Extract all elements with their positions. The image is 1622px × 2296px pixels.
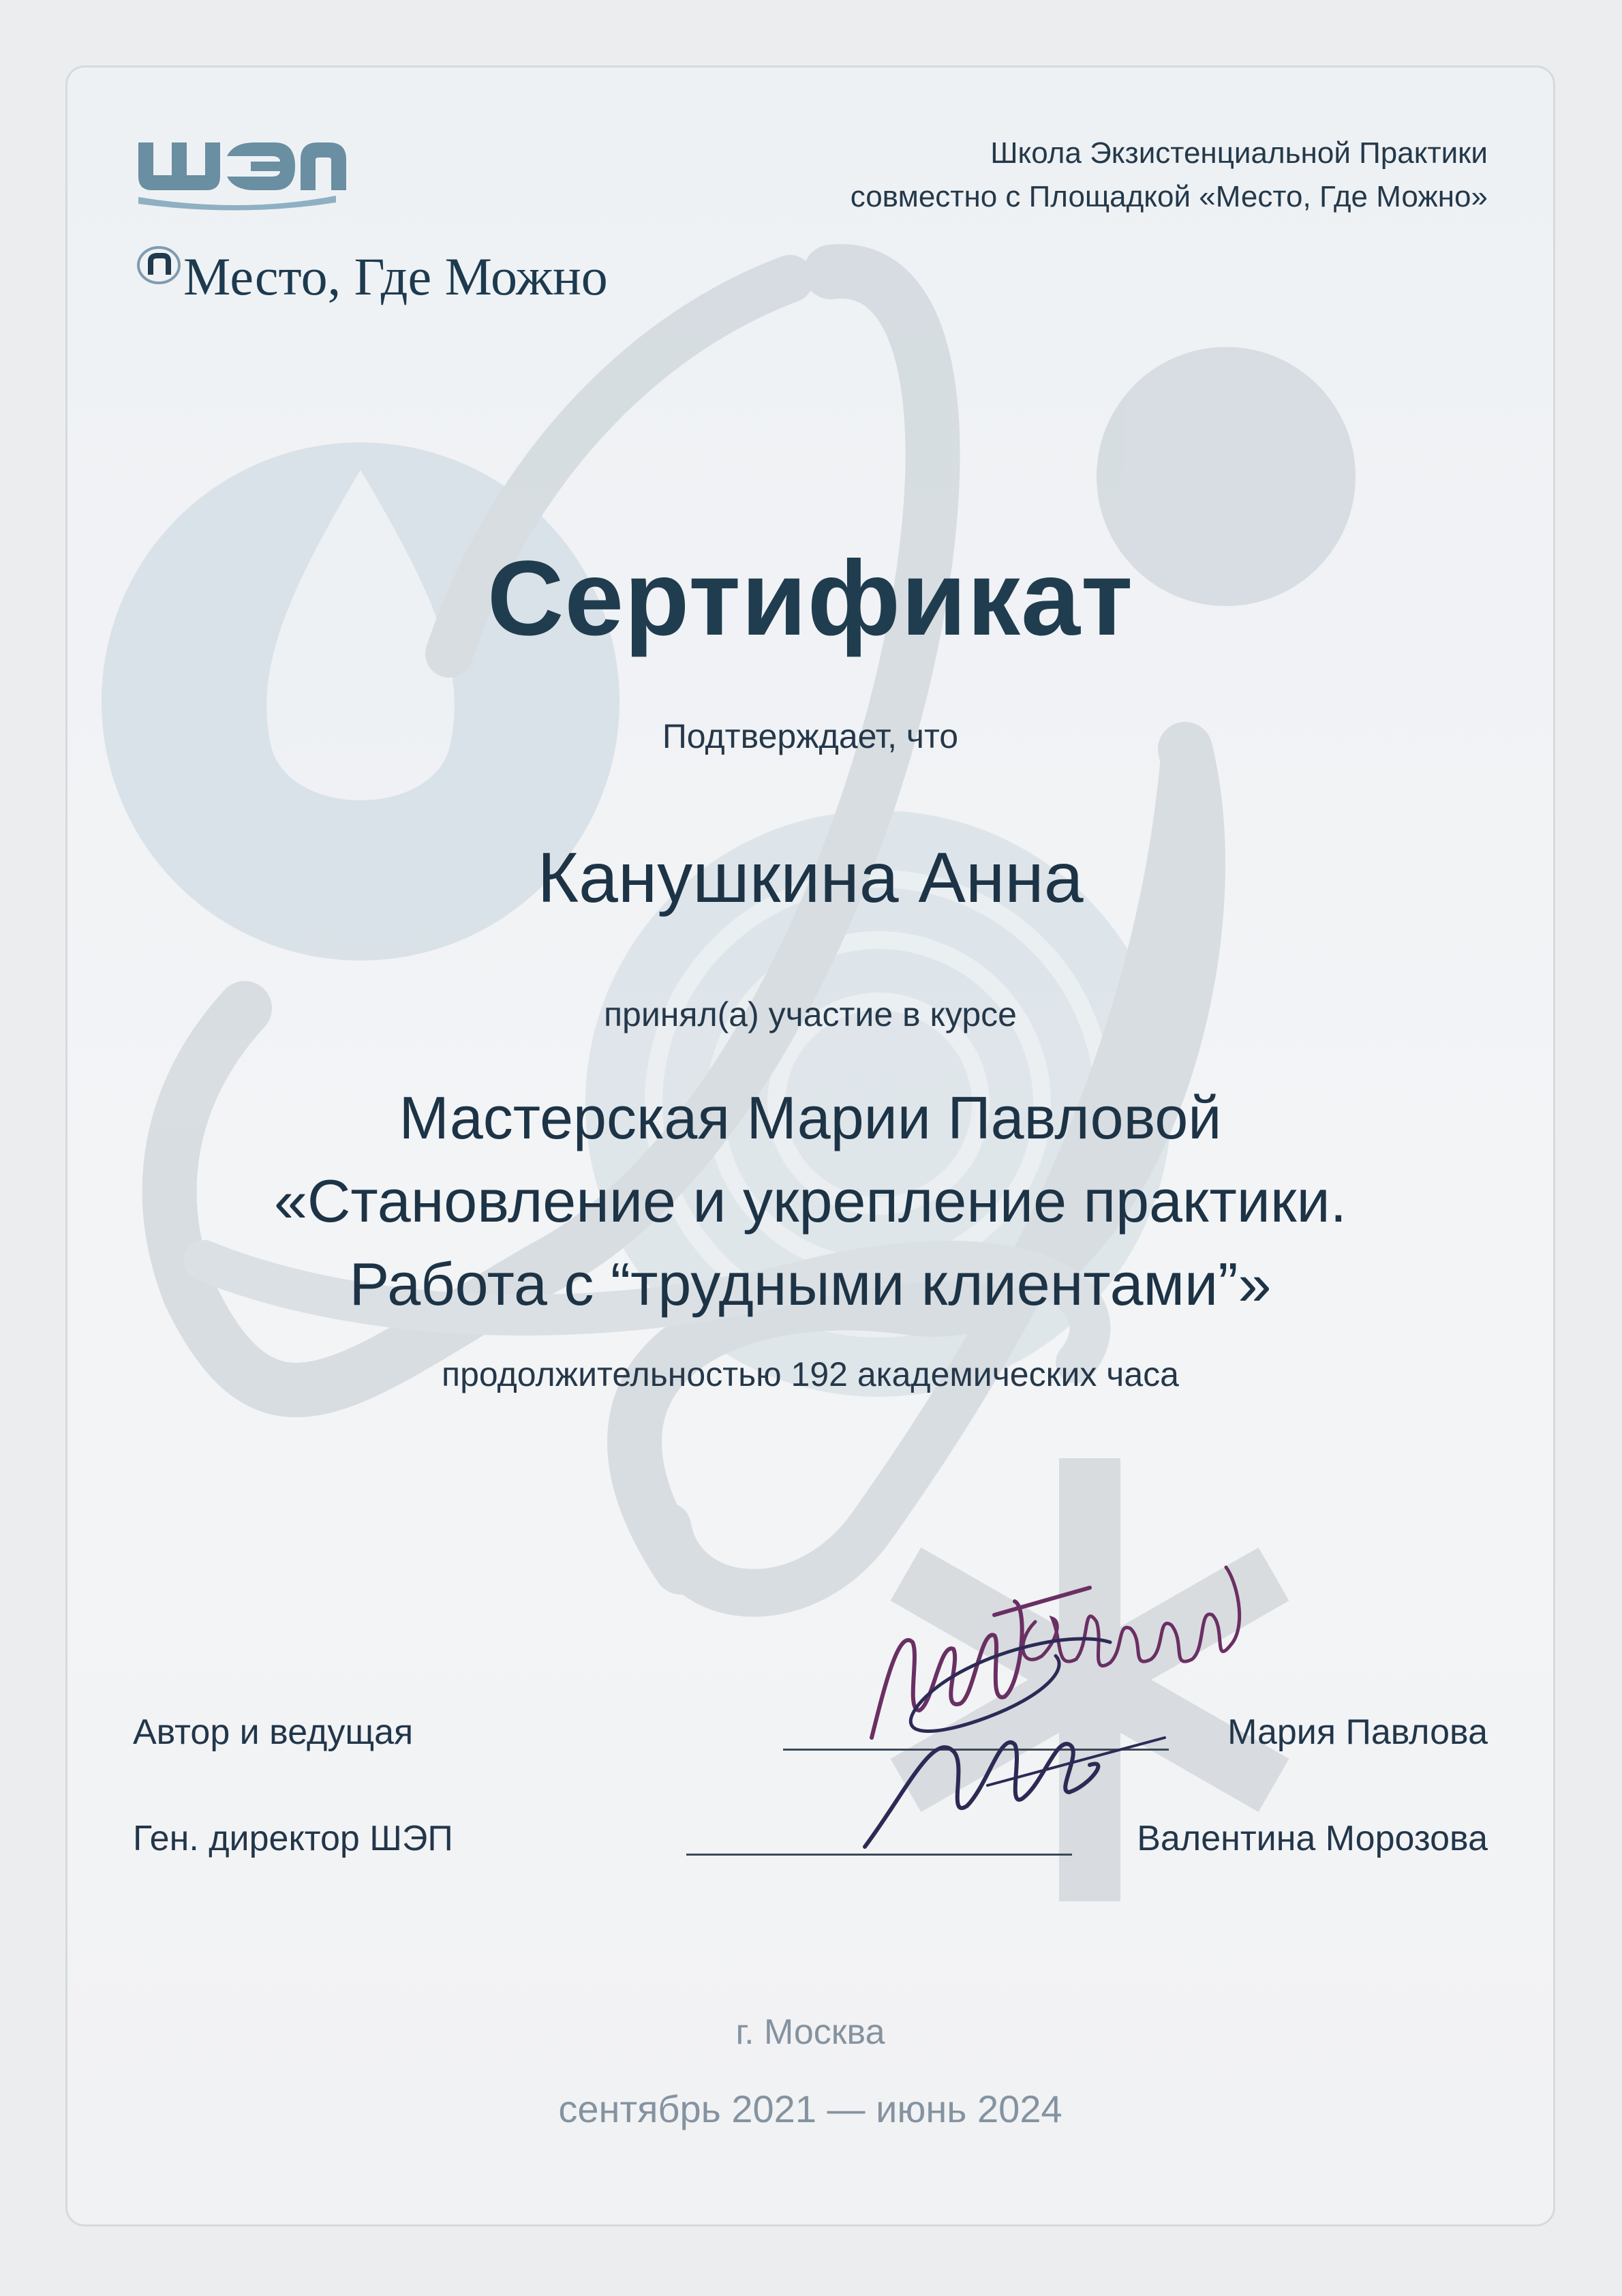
course-title	[67, 1076, 1553, 1326]
signature-role-1: Автор и ведущая	[133, 1712, 414, 1752]
signature-name-1: Мария Павлова	[1227, 1712, 1488, 1752]
signature-name-2: Валентина Морозова	[1137, 1819, 1488, 1858]
certificate-card	[65, 65, 1555, 2226]
confirm-text: Подтверждает, что	[662, 717, 959, 755]
dates-text: сентябрь 2021 — июнь 2024	[558, 2087, 1062, 2130]
organizer-line-2: совместно с Площадкой «Место, Где Можно»	[850, 180, 1488, 213]
mesto-logo-text: Место, Где Можно	[183, 247, 608, 306]
recipient-name: Канушкина Анна	[537, 839, 1084, 918]
mesto-logo-icon	[136, 238, 190, 292]
course-line-3: Работа с “трудными клиентами”»	[349, 1250, 1272, 1318]
organizer-info	[851, 132, 1488, 219]
course-line-2: «Становление и укрепление практики.	[273, 1167, 1347, 1235]
course-line-1: Мастерская Марии Павловой	[399, 1084, 1222, 1151]
organizer-line-1: Школа Экзистенциальной Практики	[990, 136, 1488, 170]
duration-text: продолжительностью 192 академических часа	[442, 1355, 1179, 1393]
shep-logo	[132, 129, 350, 211]
participated-text: принял(а) участие в курсе	[603, 995, 1017, 1033]
certificate-title: Сертификат	[487, 539, 1134, 658]
signature-role-2: Ген. директор ШЭП	[133, 1819, 453, 1858]
handwritten-signature-2	[851, 1629, 1178, 1874]
city-text: г. Москва	[735, 2012, 885, 2052]
